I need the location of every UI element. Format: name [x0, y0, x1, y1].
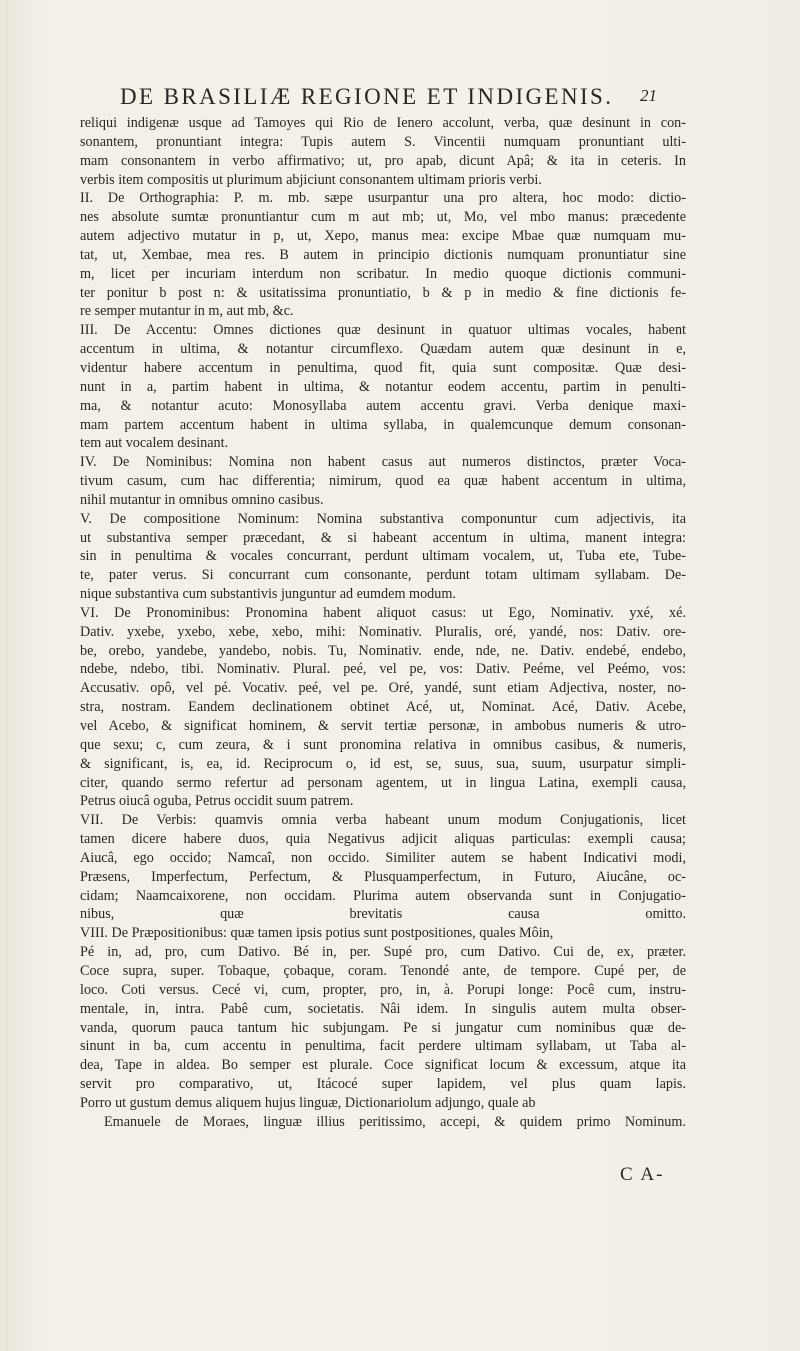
text-line: Coce supra, super. Tobaque, çobaque, coram. Tenondé ante, de tempore. Cupé per, de — [80, 962, 686, 979]
text-line: VI. De Pronominibus: Pronomina habent aliquot casus: ut Ego, Nominativ. yxé, xé. — [80, 604, 686, 621]
text-line: vanda, quorum pauca tantum hic subjungam. Pe si jungatur cum nominibus quæ de- — [80, 1019, 686, 1036]
body-text — [80, 114, 686, 1132]
text-line: & significant, is, ea, id. Reciprocum o, id est, se, suus, sua, suum, usurpatur simpli- — [80, 755, 686, 772]
text-line: re semper mutantur in m, aut mb, &c. — [80, 303, 294, 320]
text-line: vel Acebo, & significat hominem, & servit tertiæ personæ, in ambobus numeris & utro- — [80, 718, 686, 734]
text-line: verbis item compositis ut plurimum abjiciunt consonantem ultimam prioris verbi. — [80, 171, 542, 188]
page-fold-shadow — [6, 0, 7, 1351]
text-line: Accusativ. opô, vel pé. Vocativ. peé, vel pe. Oré, yandé, sunt etiam Adjectiva, noster, no- — [80, 680, 686, 697]
page-number: 21 — [640, 86, 657, 105]
text-line: videntur habere accentum in penultima, quod fit, quia sunt compositæ. Quæ desi- — [80, 359, 686, 376]
text-line: ndebe, ndebo, tibi. Nominativ. Plural. peé, vel pe, vos: Dativ. Peéme, vel Peémo, vos: — [80, 661, 686, 678]
text-line: VIII. De Præpositionibus: quæ tamen ipsis potius sunt postpositiones, quales Môin, — [80, 925, 554, 942]
text-line: sinunt in ba, cum accentu in penultima, facit perdere ultimam syllabam, ut Taba al- — [80, 1038, 686, 1055]
text-line: Pé in, ad, pro, cum Dativo. Bé in, per. Supé pro, cum Dativo. Cui de, ex, præter. — [80, 944, 686, 961]
text-line: servit pro comparativo, ut, Itácocé super lapidem, vel plus quam lapis. — [80, 1076, 686, 1093]
text-line: que sexu; c, cum zeura, & i sunt pronomina relativa in omnibus casibus, & numeris, — [80, 736, 686, 753]
catchword: C A- — [620, 1164, 665, 1185]
text-line: Dativ. yxebe, yxebo, xebe, xebo, mihi: Nominativ. Pluralis, oré, yandé, nos: Dativ. ore- — [80, 623, 686, 640]
text-line: reliqui indigenæ usque ad Tamoyes qui Rio de Ienero accolunt, verba, quæ desinunt in con- — [80, 115, 686, 131]
text-line: Emanuele de Moraes, linguæ illius peritissimo, accepi, & quidem primo Nominum. — [104, 1113, 686, 1130]
text-line: V. De compositione Nominum: Nomina substantiva componuntur cum adjectivis, ita — [80, 510, 686, 527]
text-line: te, pater verus. Si concurrant cum consonante, perdunt totam ultimam syllabam. De- — [80, 567, 686, 584]
text-line: Aiucâ, ego occido; Namcaî, non occido. Similiter autem se habent Indicativi modi, — [80, 849, 686, 866]
text-line: Petrus oiucâ oguba, Petrus occidit suum patrem. — [80, 793, 354, 810]
text-line: ma, & notantur acuto: Monosyllaba autem accentu gravi. Verba denique maxi- — [80, 397, 686, 414]
text-line: III. De Accentu: Omnes dictiones quæ desinunt in quatuor ultimas vocales, habent — [80, 322, 686, 339]
text-line: tat, ut, Xembae, mea res. B autem in principio dictionis numquam pronuntiatur sine — [80, 246, 686, 263]
text-line: nes absolute sumtæ pronuntiantur cum m aut mb; ut, Mo, vel mbo manus: præcedente — [80, 209, 686, 226]
text-line: autem adjectivo mutatur in p, ut, Xepo, manus mea: excipe Mbae quæ numquam mu- — [80, 228, 686, 245]
text-line: mentale, in, intra. Pabê cum, societatis. Nâi idem. In singulis autem multa obser- — [80, 1000, 686, 1017]
text-line: nique substantiva cum substantivis junguntur ad eumdem modum. — [80, 586, 456, 603]
text-line: loco. Coti versus. Cecé vi, cum, propter, pro, in, à. Porupi longe: Pocê cum, instru- — [80, 981, 686, 998]
text-line: mam partem accentum habent in ultima syllaba, in qualemcunque demum consonan- — [80, 416, 686, 433]
text-line: VII. De Verbis: quamvis omnia verba habeant unum modum Conjugationis, licet — [80, 812, 686, 829]
text-line: citer, quando sermo refertur ad personam agentem, ut in lingua Latina, exempli causa, — [80, 774, 686, 791]
text-line: stra, nostram. Eandem declinationem obtinet Acé, ut, Nominat. Acé, Dativ. Acebe, — [80, 699, 686, 716]
text-line: tem aut vocalem desinant. — [80, 435, 229, 452]
text-line: II. De Orthographia: P. m. mb. sæpe usurpantur una pro altera, hoc modo: dictio- — [80, 190, 686, 207]
text-line: nihil mutantur in omnibus omnino casibus. — [80, 491, 324, 508]
text-line: ut substantiva semper præcedant, & si habeant accentum in ultima, manent integra: — [80, 529, 686, 546]
text-line: nibus, quæ brevitatis causa omitto. — [80, 906, 686, 923]
text-line: Porro ut gustum demus aliquem hujus linguæ, Dictionariolum adjungo, quale ab — [80, 1094, 536, 1111]
text-line: m, licet per incuriam interdum non scribatur. In medio quoque dictionis communi- — [80, 265, 686, 282]
text-line: sonantem, pronuntiant integra: Tupis autem S. Vincentii numquam pronuntiant ulti- — [80, 133, 686, 150]
text-line: cidam; Naamcaixorene, non occidam. Plurima autem observanda sunt in Conjugatio- — [80, 887, 686, 904]
text-line: mam consonantem in verbo affirmativo; ut, pro apab, dicunt Apâ; & ita in ceteris. In — [80, 152, 686, 169]
text-line: ter ponitur b post n: & usitatissima pronuntiatio, b & p in medio & fine dictionis fe- — [80, 284, 686, 301]
text-line: tivum casum, cum hac differentia; nimirum, quod ea quæ habent accentum in ultima, — [80, 473, 686, 490]
text-line: tamen dicere habere duos, quia Negativus adjicit aliquas particulas: exempli causa; — [80, 831, 686, 848]
text-line: nunt in a, partim habent in ultima, & notantur eodem accentu, partim in penulti- — [80, 378, 686, 395]
running-title: DE BRASILIÆ REGIONE ET INDIGENIS. — [120, 84, 614, 109]
text-line: be, orebo, yandebe, yandebo, nobis. Tu, Nominativ. ende, nde, ne. Dativ. endebé, endebo, — [80, 642, 686, 659]
text-line: Præsens, Imperfectum, Perfectum, & Plusquamperfectum, in Futuro, Aiucâne, oc- — [80, 868, 686, 885]
text-line: IV. De Nominibus: Nomina non habent casus aut numeros distinctos, præter Voca- — [80, 454, 686, 471]
text-line: dea, Tape in aldea. Bo semper est plurale. Coce significat locum & excessum, atque ita — [80, 1057, 686, 1074]
text-line: sin in penultima & vocales concurrant, perdunt ultimam vocalem, ut, Tuba ete, Tube- — [80, 548, 686, 565]
text-line: accentum in ultima, & notantur circumflexo. Quædam autem quæ desinunt in e, — [80, 341, 686, 358]
